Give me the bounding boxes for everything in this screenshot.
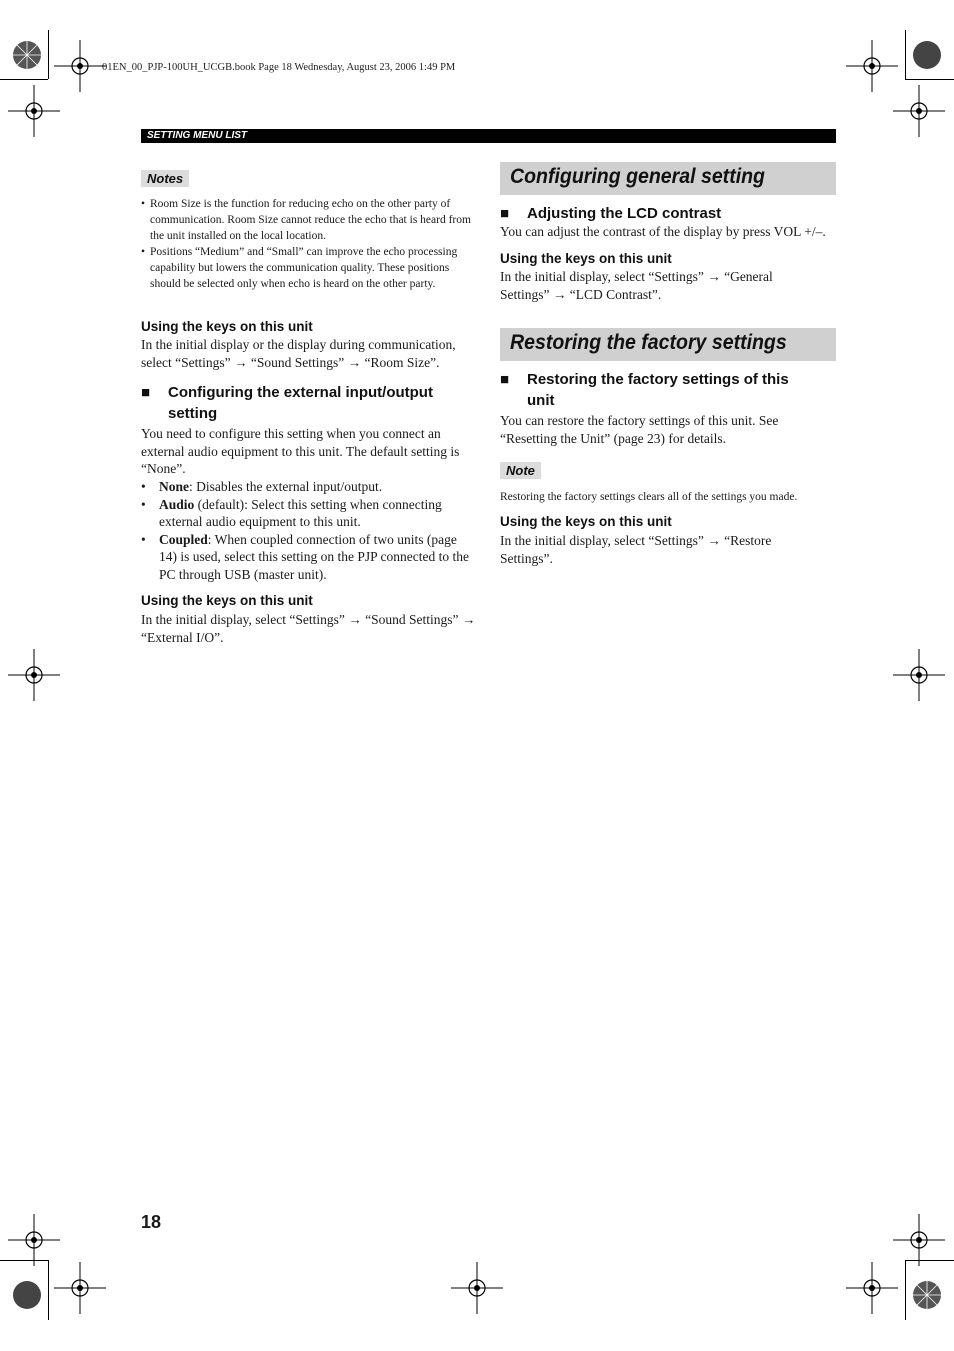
- keys-heading: Using the keys on this unit: [500, 514, 672, 529]
- restore-heading: [500, 369, 836, 413]
- page-number: 18: [141, 1212, 162, 1232]
- external-io-options: [141, 478, 475, 583]
- registration-target-icon: [893, 1214, 945, 1266]
- note-text: Restoring the factory settings clears all of the settings you made.: [500, 491, 798, 503]
- square-bullet-icon: ■: [500, 371, 510, 388]
- option-item: [141, 496, 475, 531]
- lcd-heading-text: Adjusting the LCD contrast: [527, 205, 722, 222]
- square-bullet-icon: ■: [141, 384, 151, 401]
- notes-list: [141, 196, 475, 292]
- registration-target-icon: [8, 85, 60, 137]
- title-configuring-general: [500, 162, 836, 195]
- lcd-text: You can adjust the contrast of the display by press VOL +/–.: [500, 224, 826, 239]
- option-item: [141, 478, 475, 496]
- section-header-bar: [141, 129, 836, 143]
- title-restoring-factory-text: Restoring the factory settings: [510, 331, 787, 354]
- starburst-mark-icon: [912, 40, 942, 70]
- external-io-intro: You need to configure this setting when you connect an external audio equipment to this unit. The default setting is “None”.: [141, 426, 460, 476]
- keys-instructions: In the initial display, select “Settings” → “Sound Settings” → “External I/O”.: [141, 612, 476, 645]
- crop-mark: [48, 1260, 49, 1320]
- registration-target-icon: [8, 1214, 60, 1266]
- restore-heading-line2: unit: [527, 392, 555, 409]
- registration-target-icon: [846, 40, 898, 92]
- keys-instructions: In the initial display, select “Settings” → “General Settings” → “LCD Contrast”.: [500, 269, 773, 302]
- print-info: 01EN_00_PJP-100UH_UCGB.book Page 18 Wednesday, August 23, 2006 1:49 PM: [102, 62, 456, 73]
- option-desc: (default): Select this setting when connecting external audio equipment to this unit.: [159, 496, 442, 529]
- note-item: • Room Size is the function for reducing echo on the other party of communication. Room Size cannot reduce the echo that is heard from the unit installed on the local location.: [141, 196, 475, 244]
- square-bullet-icon: ■: [500, 205, 510, 222]
- title-configuring-general-text: Configuring general setting: [510, 165, 765, 188]
- keys-heading: Using the keys on this unit: [141, 593, 313, 608]
- option-desc: : Disables the external input/output.: [189, 479, 383, 494]
- keys-heading: Using the keys on this unit: [141, 319, 313, 334]
- keys-instructions: In the initial display or the display during communication, select “Settings” → “Sound Settings” → “Room Size”.: [141, 337, 456, 370]
- restore-text: You can restore the factory settings of this unit. See “Resetting the Unit” (page 23) for details.: [500, 413, 779, 446]
- keys-heading: Using the keys on this unit: [500, 251, 672, 266]
- note-item: • Positions “Medium” and “Small” can improve the echo processing capability but lowers the communication quality. These positions should be selected only when echo is heard on the other party.: [141, 244, 475, 292]
- option-term: Audio: [159, 496, 195, 512]
- note-label: Note: [500, 462, 541, 479]
- crop-mark: [48, 30, 49, 79]
- option-term: Coupled: [159, 531, 208, 547]
- crop-mark: [905, 30, 906, 79]
- starburst-mark-icon: [912, 1280, 942, 1310]
- notes-label: Notes: [141, 170, 189, 187]
- external-io-heading-line2: setting: [168, 405, 218, 422]
- option-term: None: [159, 479, 189, 494]
- external-io-heading: [141, 382, 477, 426]
- title-restoring-factory: [500, 328, 836, 361]
- keys-instructions: In the initial display, select “Settings” → “Restore Settings”.: [500, 533, 772, 566]
- registration-target-icon: [451, 1262, 503, 1314]
- crop-mark: [0, 79, 48, 80]
- registration-target-icon: [8, 649, 60, 701]
- section-header-label: SETTING MENU LIST: [147, 130, 247, 141]
- option-desc: : When coupled connection of two units (page 14) is used, select this setting on the PJP connected to the PC through USB (master unit).: [159, 531, 469, 582]
- starburst-mark-icon: [12, 40, 42, 70]
- registration-target-icon: [54, 1262, 106, 1314]
- lcd-heading: [500, 203, 836, 225]
- registration-target-icon: [893, 649, 945, 701]
- registration-target-icon: [54, 40, 106, 92]
- crop-mark: [905, 79, 954, 80]
- crop-mark: [905, 1260, 906, 1320]
- option-item: [141, 531, 475, 584]
- registration-target-icon: [893, 85, 945, 137]
- starburst-mark-icon: [12, 1280, 42, 1310]
- registration-target-icon: [846, 1262, 898, 1314]
- external-io-heading-line1: Configuring the external input/output: [168, 384, 433, 401]
- restore-heading-line1: Restoring the factory settings of this: [527, 371, 789, 388]
